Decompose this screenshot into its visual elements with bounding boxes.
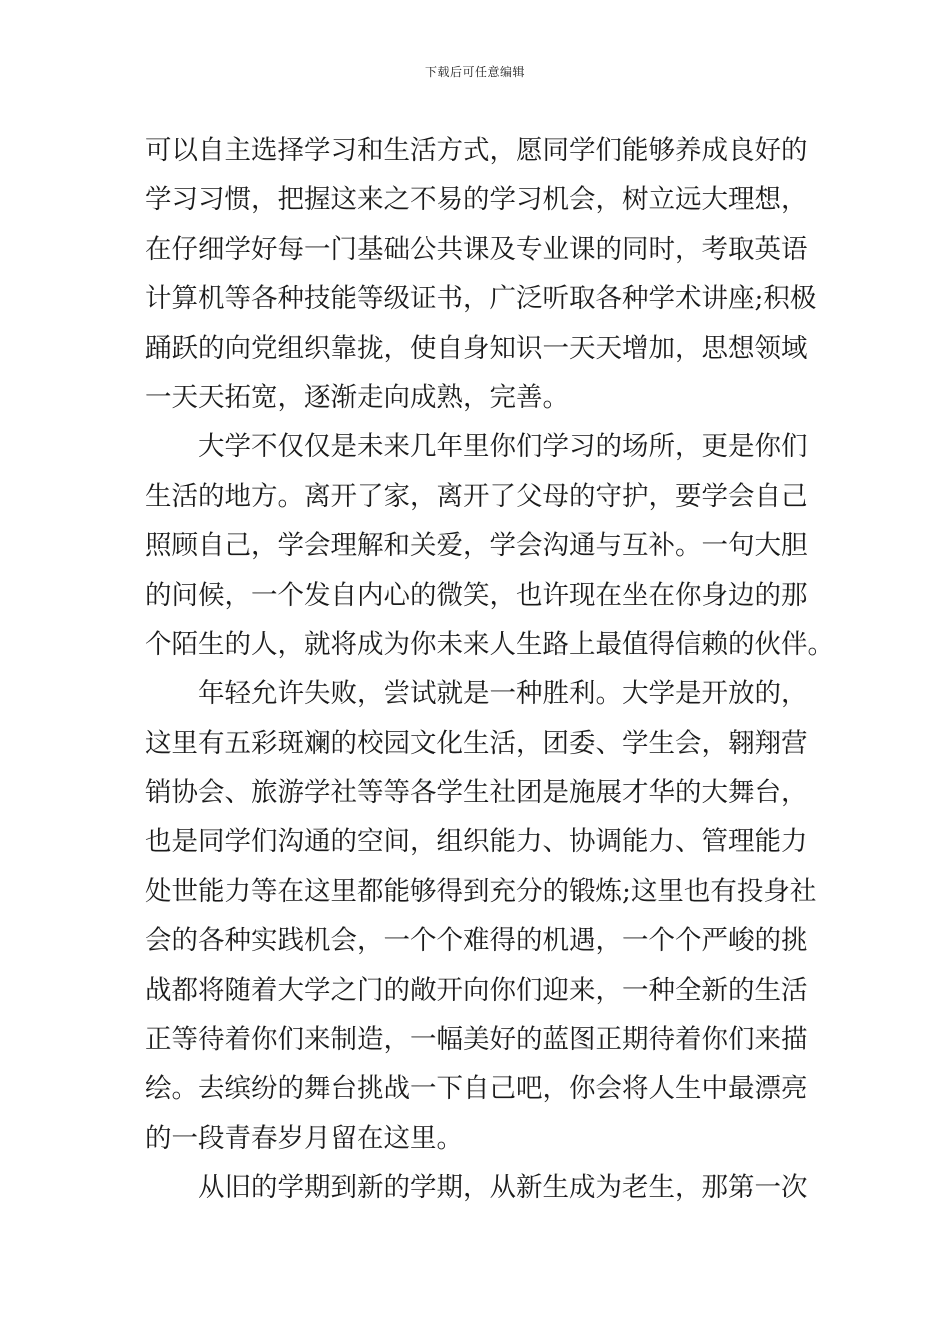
- text-line: 绘。去缤纷的舞台挑战一下自己吧，你会将人生中最漂亮: [145, 1073, 808, 1105]
- text-line: 一天天拓宽，逐渐走向成熟，完善。: [145, 381, 569, 413]
- text-line: 年轻允许失败，尝试就是一种胜利。大学是开放的，: [198, 678, 808, 710]
- paragraph: [145, 669, 817, 1163]
- text-line: 也是同学们沟通的空间，组织能力、协调能力、管理能力: [145, 826, 808, 858]
- paragraph: [145, 126, 817, 422]
- text-line: 的问候，一个发自内心的微笑，也许现在坐在你身边的那: [145, 579, 808, 611]
- text-line: 生活的地方。离开了家，离开了父母的守护，要学会自己: [145, 480, 808, 512]
- text-line: 正等待着你们来制造，一幅美好的蓝图正期待着你们来描: [145, 1024, 808, 1056]
- text-line: 学习习惯，把握这来之不易的学习机会，树立远大理想，: [145, 184, 808, 216]
- text-line: 处世能力等在这里都能够得到充分的锻炼;这里也有投身社: [145, 875, 817, 907]
- text-line: 大学不仅仅是未来几年里你们学习的场所，更是你们: [198, 431, 808, 463]
- text-line: 照顾自己，学会理解和关爱，学会沟通与互补。一句大胆: [145, 530, 808, 562]
- text-line: 从旧的学期到新的学期，从新生成为老生，那第一次: [198, 1172, 808, 1204]
- page-header: 下载后可任意编辑: [424, 65, 525, 79]
- text-line: 踊跃的向党组织靠拢，使自身知识一天天增加，思想领域: [145, 332, 808, 364]
- text-line: 个陌生的人，就将成为你未来人生路上最值得信赖的伙伴。: [145, 628, 834, 660]
- text-line: 计算机等各种技能等级证书，广泛听取各种学术讲座;积极: [145, 283, 817, 315]
- text-line: 战都将随着大学之门的敞开向你们迎来，一种全新的生活: [145, 974, 808, 1006]
- text-line: 的一段青春岁月留在这里。: [145, 1122, 463, 1154]
- text-line: 会的各种实践机会，一个个难得的机遇，一个个严峻的挑: [145, 925, 808, 957]
- paragraph: [145, 1163, 810, 1212]
- text-line: 销协会、旅游学社等等各学生社团是施展才华的大舞台，: [145, 777, 808, 809]
- paragraph: [145, 422, 834, 669]
- text-line: 在仔细学好每一门基础公共课及专业课的同时，考取英语: [145, 233, 808, 265]
- text-line: 可以自主选择学习和生活方式，愿同学们能够养成良好的: [145, 135, 808, 166]
- document-body: [145, 126, 834, 1213]
- text-line: 这里有五彩斑斓的校园文化生活，团委、学生会，翱翔营: [145, 727, 808, 759]
